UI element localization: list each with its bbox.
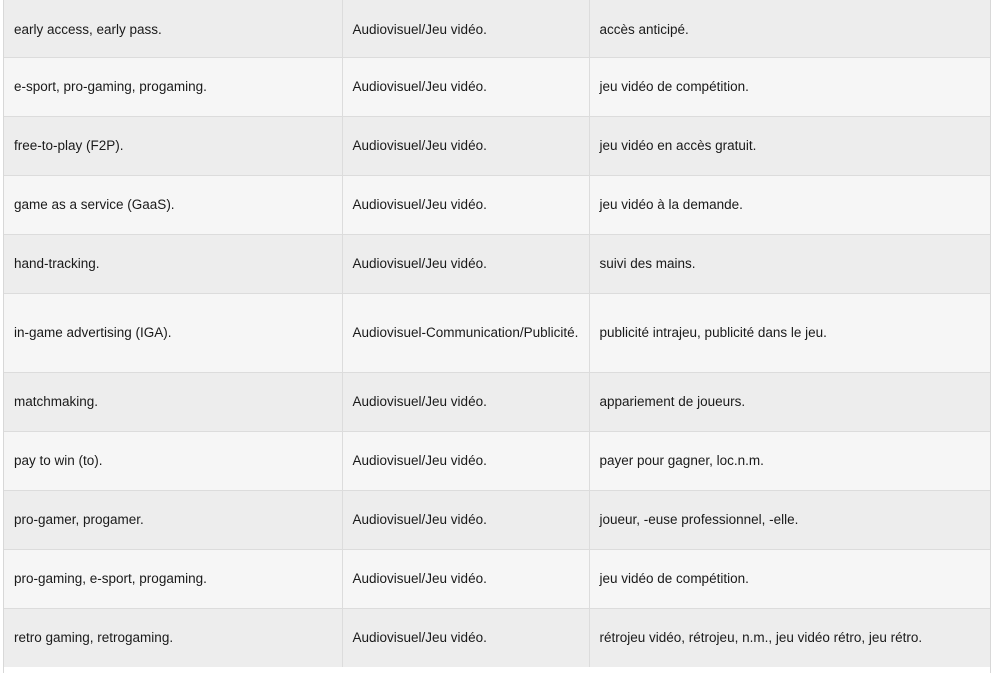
table-row [4, 57, 991, 116]
equivalent-cell: jeu vidéo en accès gratuit. [589, 116, 991, 175]
table-row [4, 431, 991, 490]
table-row [4, 293, 991, 372]
table-row [4, 175, 991, 234]
term-cell: in-game advertising (IGA). [4, 293, 342, 372]
table-row [4, 116, 991, 175]
term-cell: hand-tracking. [4, 234, 342, 293]
table-row [4, 549, 991, 608]
terms-table-container [3, 0, 991, 673]
domain-cell: Audiovisuel/Jeu vidéo. [342, 372, 589, 431]
equivalent-cell: appariement de joueurs. [589, 372, 991, 431]
domain-cell: Audiovisuel/Jeu vidéo. [342, 549, 589, 608]
table-row [4, 0, 991, 57]
terms-table [4, 0, 991, 667]
term-cell: free-to-play (F2P). [4, 116, 342, 175]
term-cell: matchmaking. [4, 372, 342, 431]
domain-cell: Audiovisuel-Communication/Publicité. [342, 293, 589, 372]
term-cell: early access, early pass. [4, 0, 342, 57]
equivalent-cell: jeu vidéo de compétition. [589, 549, 991, 608]
equivalent-cell: publicité intrajeu, publicité dans le jeu. [589, 293, 991, 372]
table-row [4, 608, 991, 667]
table-row [4, 490, 991, 549]
term-cell: game as a service (GaaS). [4, 175, 342, 234]
domain-cell: Audiovisuel/Jeu vidéo. [342, 57, 589, 116]
equivalent-cell: jeu vidéo de compétition. [589, 57, 991, 116]
domain-cell: Audiovisuel/Jeu vidéo. [342, 490, 589, 549]
table-row [4, 234, 991, 293]
equivalent-cell: payer pour gagner, loc.n.m. [589, 431, 991, 490]
domain-cell: Audiovisuel/Jeu vidéo. [342, 431, 589, 490]
equivalent-cell: rétrojeu vidéo, rétrojeu, n.m., jeu vidéo rétro, jeu rétro. [589, 608, 991, 667]
equivalent-cell: joueur, -euse professionnel, -elle. [589, 490, 991, 549]
term-cell: pro-gaming, e-sport, progaming. [4, 549, 342, 608]
equivalent-cell: jeu vidéo à la demande. [589, 175, 991, 234]
domain-cell: Audiovisuel/Jeu vidéo. [342, 608, 589, 667]
domain-cell: Audiovisuel/Jeu vidéo. [342, 234, 589, 293]
equivalent-cell: accès anticipé. [589, 0, 991, 57]
term-cell: pay to win (to). [4, 431, 342, 490]
domain-cell: Audiovisuel/Jeu vidéo. [342, 0, 589, 57]
term-cell: pro-gamer, progamer. [4, 490, 342, 549]
domain-cell: Audiovisuel/Jeu vidéo. [342, 175, 589, 234]
term-cell: e-sport, pro-gaming, progaming. [4, 57, 342, 116]
equivalent-cell: suivi des mains. [589, 234, 991, 293]
term-cell: retro gaming, retrogaming. [4, 608, 342, 667]
table-row [4, 372, 991, 431]
domain-cell: Audiovisuel/Jeu vidéo. [342, 116, 589, 175]
